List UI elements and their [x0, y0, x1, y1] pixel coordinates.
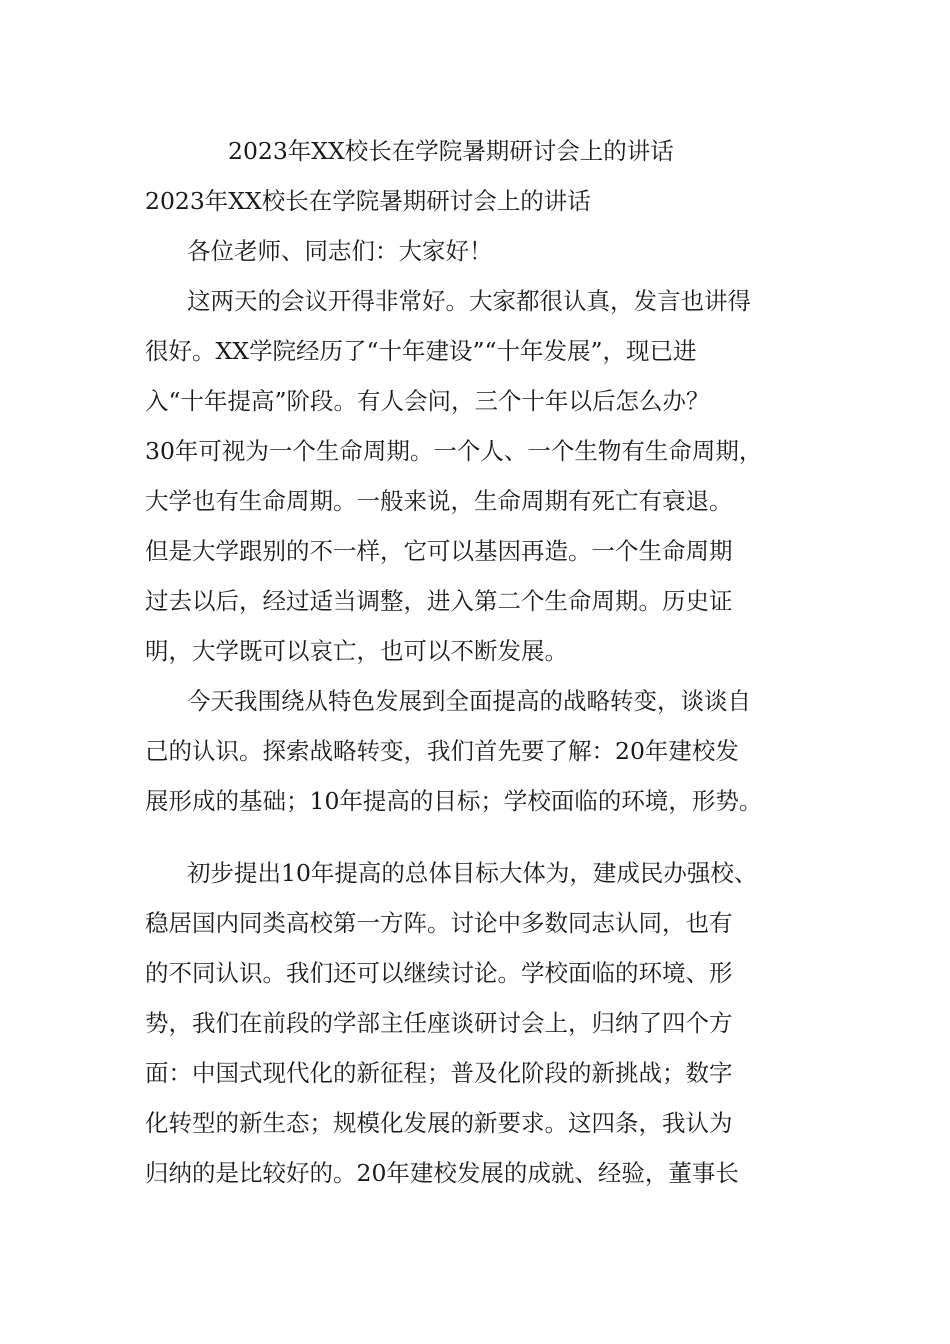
paragraph-line: 己的认识。探索战略转变，我们首先要了解：20年建校发 [145, 737, 739, 765]
paragraph-line: 势，我们在前段的学部主任座谈研讨会上，归纳了四个方 [145, 1009, 733, 1037]
paragraph-line: 展形成的基础；10年提高的目标；学校面临的环境，形势。 [145, 787, 763, 815]
paragraph-line: 30年可视为一个生命周期。一个人、一个生物有生命周期， [145, 437, 763, 465]
paragraph-line: 大学也有生命周期。一般来说，生命周期有死亡有衰退。 [145, 487, 733, 515]
paragraph-line: 很好。XX学院经历了“十年建设”“十年发展”，现已进 [145, 337, 697, 365]
paragraph-line: 归纳的是比较好的。20年建校发展的成就、经验，董事长 [145, 1159, 739, 1187]
paragraph-line: 初步提出10年提高的总体目标大体为，建成民办强校、 [187, 859, 758, 887]
greeting: 各位老师、同志们：大家好！ [187, 237, 493, 265]
document-title: 2023年XX校长在学院暑期研讨会上的讲话 [228, 137, 674, 165]
paragraph-line: 化转型的新生态；规模化发展的新要求。这四条，我认为 [145, 1109, 733, 1137]
paragraph-line: 但是大学跟别的不一样，它可以基因再造。一个生命周期 [145, 537, 733, 565]
paragraph-line: 的不同认识。我们还可以继续讨论。学校面临的环境、形 [145, 959, 733, 987]
document-title-repeat: 2023年XX校长在学院暑期研讨会上的讲话 [145, 187, 591, 215]
paragraph-line: 这两天的会议开得非常好。大家都很认真，发言也讲得 [187, 287, 751, 315]
paragraph-line: 稳居国内同类高校第一方阵。讨论中多数同志认同，也有 [145, 909, 733, 937]
paragraph-line: 面：中国式现代化的新征程；普及化阶段的新挑战；数字 [145, 1059, 733, 1087]
paragraph-line: 过去以后，经过适当调整，进入第二个生命周期。历史证 [145, 587, 733, 615]
paragraph-line: 入“十年提高”阶段。有人会问，三个十年以后怎么办？ [145, 387, 710, 415]
paragraph-line: 今天我围绕从特色发展到全面提高的战略转变，谈谈自 [187, 687, 751, 715]
paragraph-line: 明，大学既可以哀亡，也可以不断发展。 [145, 637, 568, 665]
